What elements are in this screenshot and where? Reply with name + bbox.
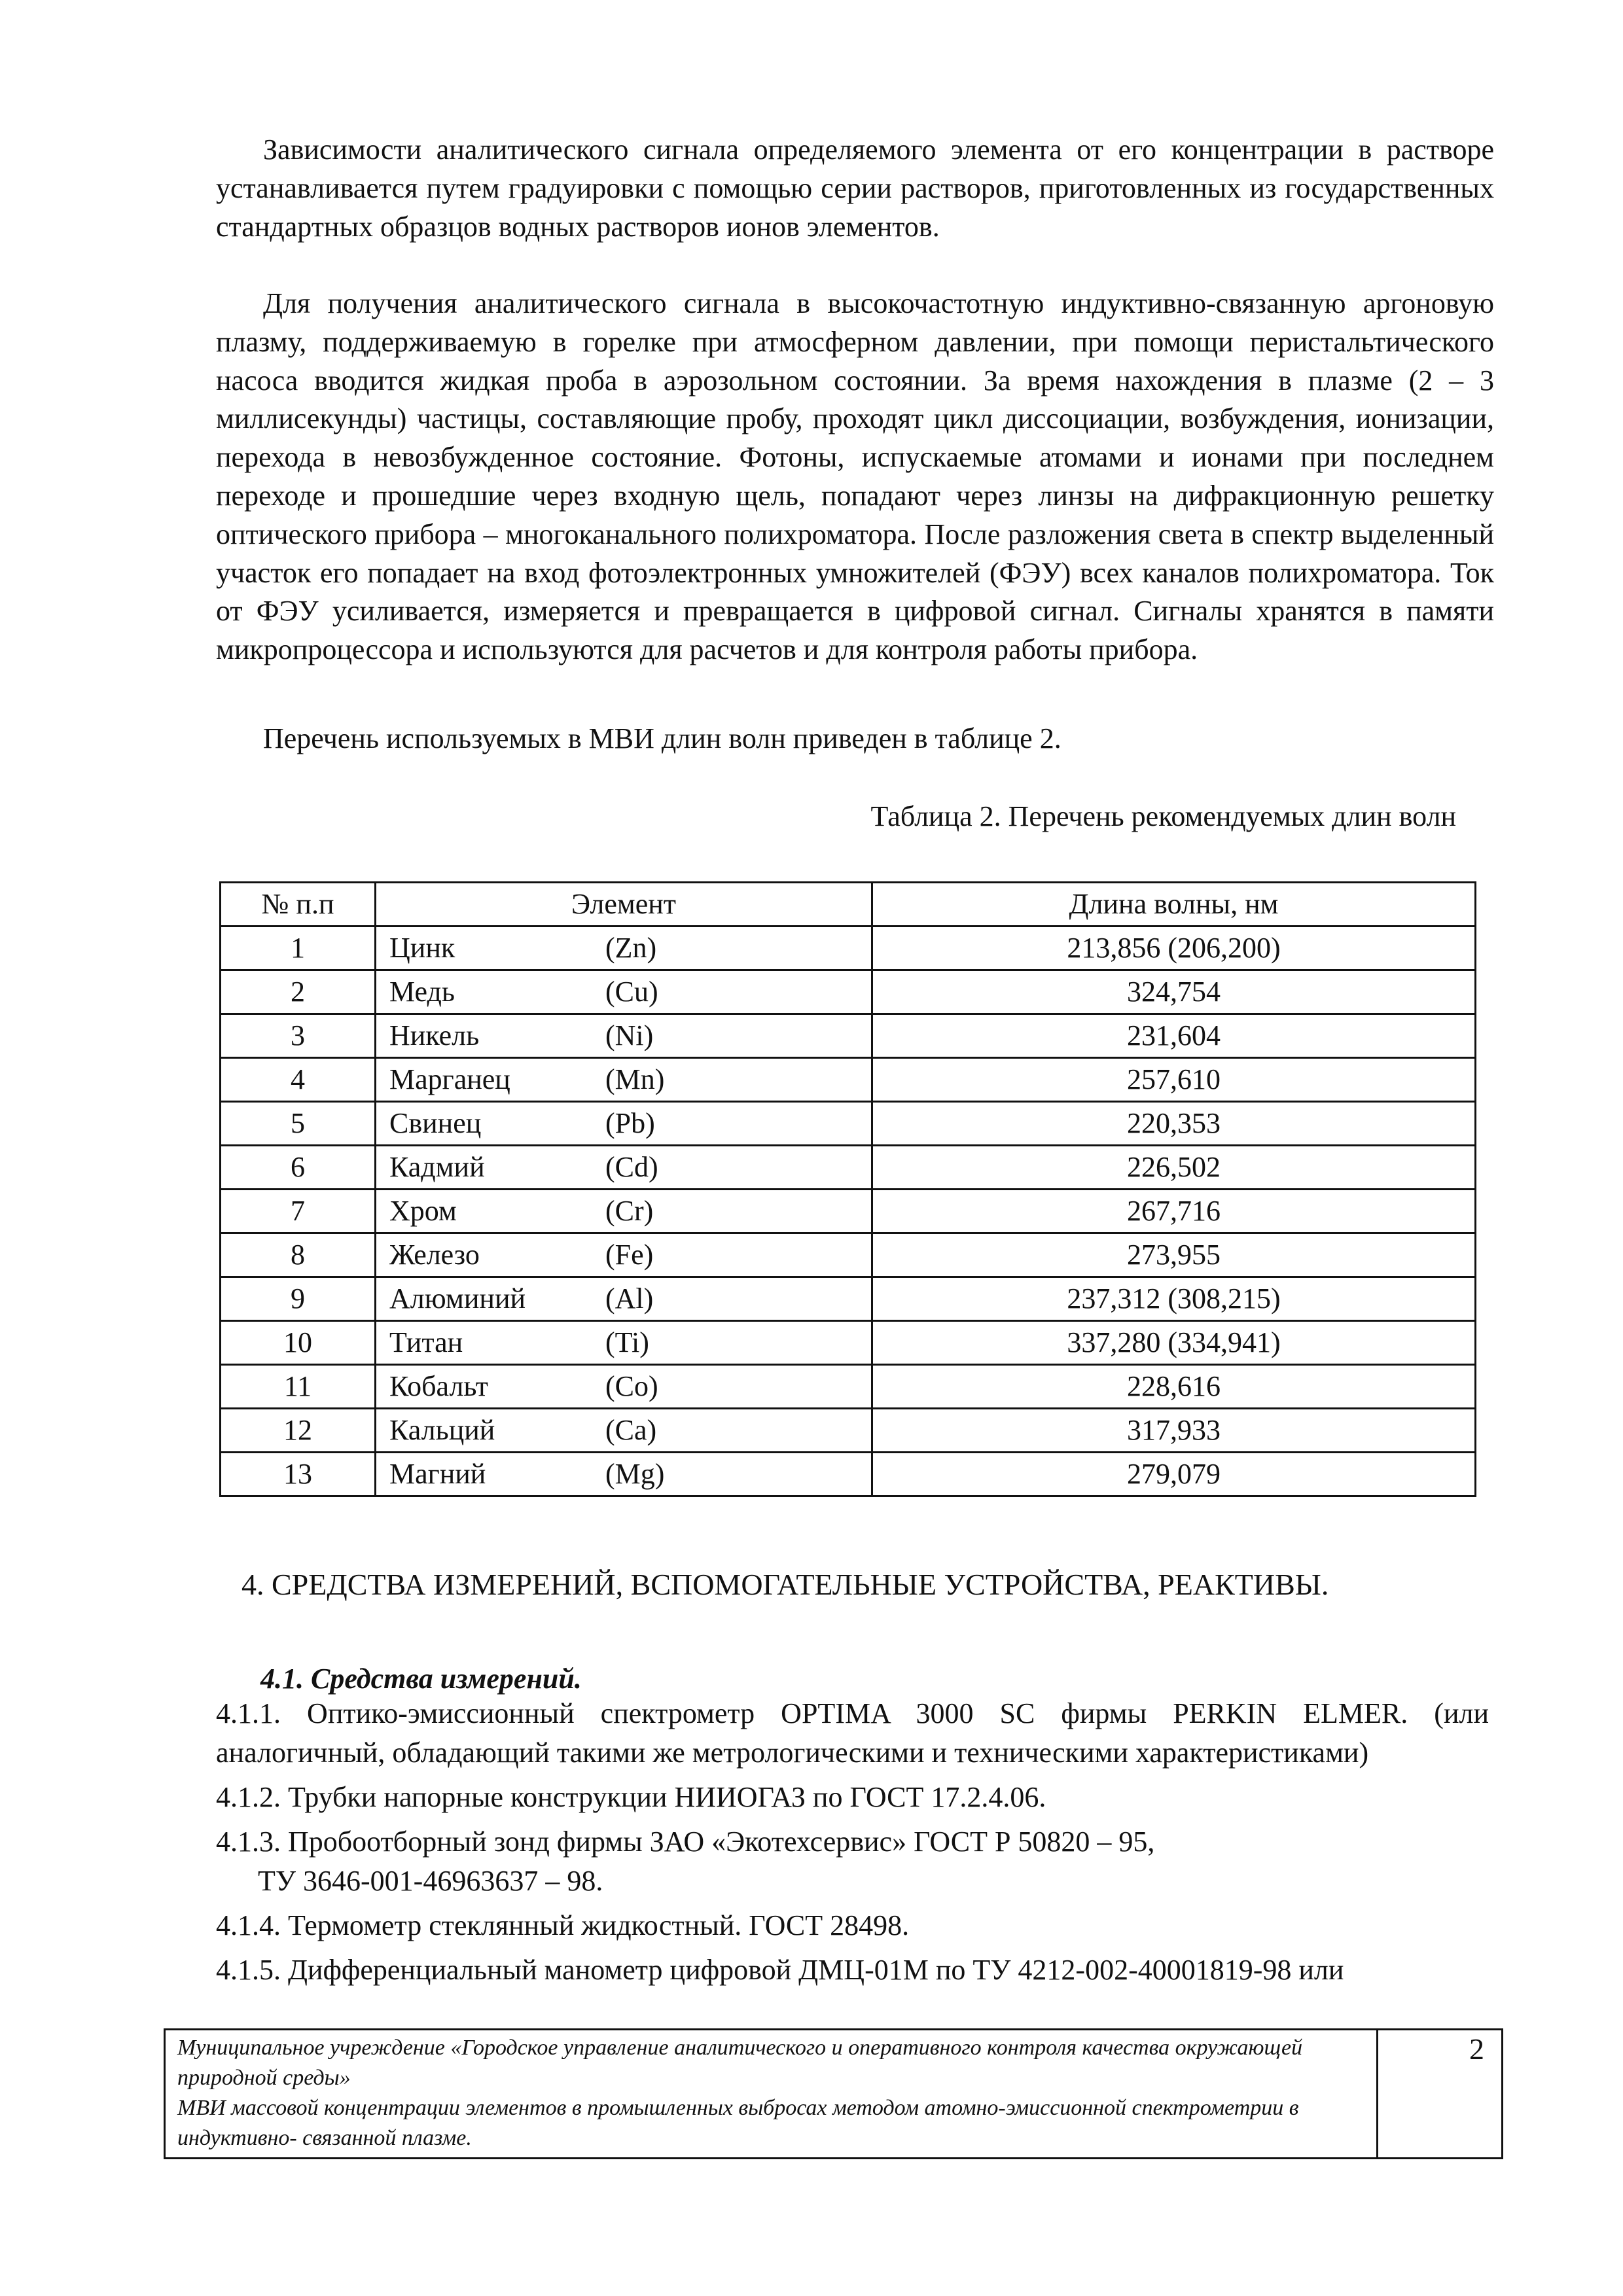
element-symbol: (Ti): [605, 1326, 649, 1358]
table-caption: Таблица 2. Перечень рекомендуемых длин волн: [870, 800, 1456, 832]
element-name: Цинк: [389, 932, 455, 964]
table-row: [221, 1190, 1476, 1233]
page-footer: [164, 2028, 1503, 2159]
row-number: 13: [221, 1453, 376, 1496]
footer-method-title: МВИ массовой концентрации элементов в промышленных выбросах методом атомно-эмиссионной спектрометрии в индуктивно- связанной плазме.: [177, 2096, 1299, 2150]
row-wavelength: 226,502: [872, 1146, 1476, 1190]
row-wavelength: 257,610: [872, 1058, 1476, 1102]
row-element: [376, 1409, 872, 1453]
row-number: 2: [221, 970, 376, 1014]
paragraph-text: Для получения аналитического сигнала в высокочастотную индуктивно-связанную аргоновую плазму, поддерживаемую в горелке при атмосферном давлении, при помощи перистальтического насоса вводится жидкая проба в аэрозольном состоянии. За время нахождения в плазме (2 – 3 миллисекунды) частицы, составляющие пробу, проходят цикл диссоциации, возбуждения, ионизации, перехода в невозбужденное состояние. Фотоны, испускаемые атомами и ионами при последнем переходе и прошедшие через входную щель, попадают через линзы на дифракционную решетку оптического прибора – многоканального полихроматора. После разложения света в спектр выделенный участок его попадает на вход фотоэлектронных умножителей (ФЭУ) всех каналов полихроматора. Ток от ФЭУ усиливается, измеряется и превращается в цифровой сигнал. Сигналы хранятся в памяти микропроцессора и используются для расчетов и для контроля работы прибора.: [216, 287, 1494, 666]
element-symbol: (Cu): [605, 976, 658, 1008]
element-symbol: (Mn): [605, 1063, 665, 1095]
paragraph-text: Перечень используемых в МВИ длин волн приведен в таблице 2.: [263, 722, 1061, 754]
row-wavelength: 220,353: [872, 1102, 1476, 1146]
element-name: Кальций: [389, 1414, 495, 1446]
row-element: [376, 1365, 872, 1409]
row-number: 1: [221, 927, 376, 970]
header-wavelength: Длина волны, нм: [872, 883, 1476, 927]
paragraph-table-ref: [216, 720, 1494, 758]
list-item: 4.1.4. Термометр стеклянный жидкостный. ГОСТ 28498.: [216, 1909, 910, 1941]
table-row: [221, 1146, 1476, 1190]
element-name: Титан: [389, 1326, 463, 1358]
row-element: [376, 970, 872, 1014]
list-item: 4.1.5. Дифференциальный манометр цифровой ДМЦ-01М по ТУ 4212-002-40001819-98 или: [216, 1954, 1344, 1986]
table-row: [221, 970, 1476, 1014]
row-number: 4: [221, 1058, 376, 1102]
row-number: 8: [221, 1233, 376, 1277]
row-number: 6: [221, 1146, 376, 1190]
footer-organization: Муниципальное учреждение «Городское управление аналитического и оперативного контроля качества окружающей природной среды»: [177, 2036, 1303, 2090]
row-wavelength: 213,856 (206,200): [872, 927, 1476, 970]
table-row: [221, 927, 1476, 970]
row-number: 11: [221, 1365, 376, 1409]
row-wavelength: 279,079: [872, 1453, 1476, 1496]
element-symbol: (Pb): [605, 1107, 655, 1139]
element-symbol: (Cr): [605, 1195, 654, 1227]
subsection-heading: 4.1. Средства измерений.: [260, 1663, 582, 1695]
element-symbol: (Zn): [605, 932, 657, 964]
element-name: Алюминий: [389, 1282, 526, 1315]
row-wavelength: 317,933: [872, 1409, 1476, 1453]
footer-text: [177, 2033, 1368, 2153]
element-name: Марганец: [389, 1063, 510, 1095]
element-symbol: (Co): [605, 1370, 658, 1402]
row-wavelength: 324,754: [872, 970, 1476, 1014]
element-name: Хром: [389, 1195, 457, 1227]
paragraph-plasma: [216, 285, 1494, 669]
table-row: [221, 1014, 1476, 1058]
table-row: [221, 1277, 1476, 1321]
table-row: [221, 1058, 1476, 1102]
list-item: 4.1.2. Трубки напорные конструкции НИИОГАЗ по ГОСТ 17.2.4.06.: [216, 1781, 1046, 1813]
row-element: [376, 1190, 872, 1233]
element-name: Никель: [389, 1019, 480, 1051]
table-row: [221, 1321, 1476, 1365]
table-row: [221, 1453, 1476, 1496]
instrument-list: [216, 1694, 1489, 1995]
row-wavelength: 337,280 (334,941): [872, 1321, 1476, 1365]
row-element: [376, 1321, 872, 1365]
row-element: [376, 927, 872, 970]
table-header-row: [221, 883, 1476, 927]
element-symbol: (Ni): [605, 1019, 654, 1051]
row-element: [376, 1014, 872, 1058]
page-number: 2: [1469, 2032, 1484, 2066]
row-wavelength: 231,604: [872, 1014, 1476, 1058]
table-row: [221, 1233, 1476, 1277]
list-item: 4.1.3. Пробоотборный зонд фирмы ЗАО «Экотехсервис» ГОСТ Р 50820 – 95,: [216, 1826, 1155, 1858]
row-number: 10: [221, 1321, 376, 1365]
element-symbol: (Mg): [605, 1458, 665, 1490]
paragraph-calibration: [216, 131, 1494, 246]
element-name: Железо: [389, 1239, 480, 1271]
element-name: Кобальт: [389, 1370, 489, 1402]
header-element: Элемент: [376, 883, 872, 927]
row-number: 5: [221, 1102, 376, 1146]
table-row: [221, 1365, 1476, 1409]
list-item: 4.1.1. Оптико-эмиссионный спектрометр OPTIMA 3000 SC фирмы PERKIN ELMER. (или аналогичный, обладающий такими же метрологическими и техническими характеристиками): [216, 1697, 1489, 1769]
wavelength-table: [219, 881, 1476, 1497]
row-number: 3: [221, 1014, 376, 1058]
list-item-continuation: ТУ 3646-001-46963637 – 98.: [258, 1865, 603, 1897]
row-element: [376, 1146, 872, 1190]
element-symbol: (Al): [605, 1282, 654, 1315]
section-heading: 4. СРЕДСТВА ИЗМЕРЕНИЙ, ВСПОМОГАТЕЛЬНЫЕ УСТРОЙСТВА, РЕАКТИВЫ.: [241, 1568, 1329, 1601]
paragraph-text: Зависимости аналитического сигнала определяемого элемента от его концентрации в растворе устанавливается путем градуировки с помощью серии растворов, приготовленных из государственных стандартных образцов водных растворов ионов элементов.: [216, 133, 1494, 243]
row-wavelength: 273,955: [872, 1233, 1476, 1277]
table-row: [221, 1409, 1476, 1453]
element-name: Кадмий: [389, 1151, 485, 1183]
row-number: 9: [221, 1277, 376, 1321]
element-symbol: (Cd): [605, 1151, 658, 1183]
row-wavelength: 237,312 (308,215): [872, 1277, 1476, 1321]
element-symbol: (Fe): [605, 1239, 654, 1271]
row-number: 7: [221, 1190, 376, 1233]
row-element: [376, 1102, 872, 1146]
row-element: [376, 1058, 872, 1102]
row-number: 12: [221, 1409, 376, 1453]
table-row: [221, 1102, 1476, 1146]
element-name: Свинец: [389, 1107, 482, 1139]
row-wavelength: 228,616: [872, 1365, 1476, 1409]
element-name: Медь: [389, 976, 455, 1008]
row-element: [376, 1277, 872, 1321]
row-element: [376, 1453, 872, 1496]
row-wavelength: 267,716: [872, 1190, 1476, 1233]
element-name: Магний: [389, 1458, 486, 1490]
footer-divider: [1376, 2030, 1378, 2157]
row-element: [376, 1233, 872, 1277]
element-symbol: (Ca): [605, 1414, 657, 1446]
header-number: № п.п: [221, 883, 376, 927]
